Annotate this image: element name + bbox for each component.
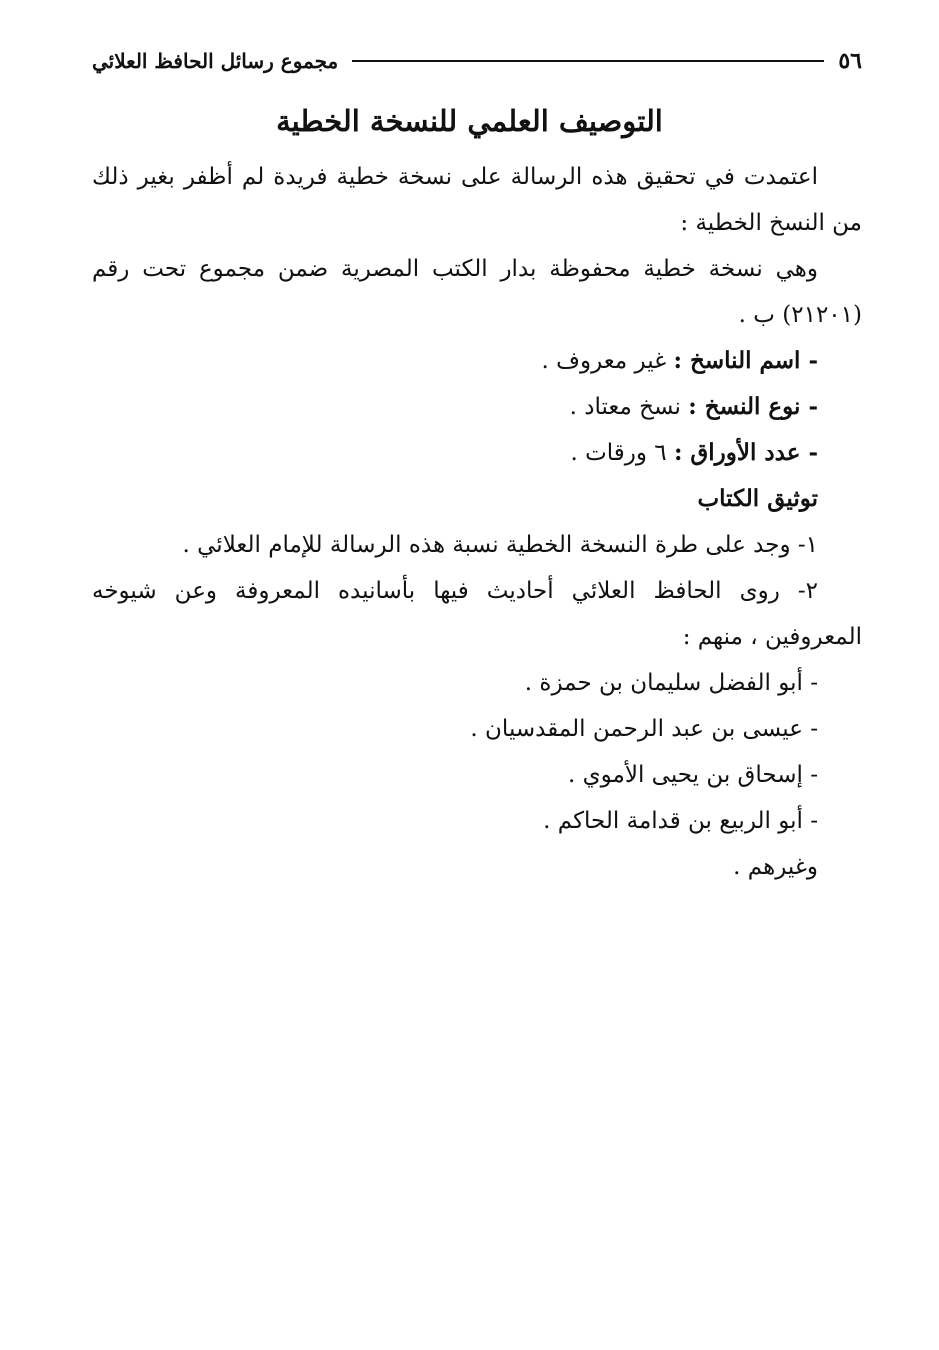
detail-folio-count (92, 430, 862, 476)
teacher-item: - أبو الربيع بن قدامة الحاكم . (543, 808, 818, 834)
teacher-item: - أبو الفضل سليمان بن حمزة . (524, 670, 818, 696)
detail-label: - اسم الناسخ : (673, 347, 818, 374)
detail-label: - عدد الأوراق : (673, 439, 818, 466)
section-heading: التوصيف العلمي للنسخة الخطية (276, 104, 663, 138)
running-title: مجموع رسائل الحافظ العلائي (92, 49, 339, 73)
running-header (92, 44, 862, 78)
intro-paragraph: اعتمدت في تحقيق هذه الرسالة على نسخة خطية فريدة لم أظفر بغير ذلك من النسخ الخطية : (92, 164, 862, 236)
others-note: وغيرهم . (733, 854, 818, 880)
manuscript-paragraph: وهي نسخة خطية محفوظة بدار الكتب المصرية ضمن مجموع تحت رقم (٢١٢٠١) ب . (92, 256, 862, 328)
detail-script-type (92, 384, 862, 430)
detail-value: ٦ ورقات . (570, 440, 667, 466)
teacher-item: - عيسى بن عبد الرحمن المقدسيان . (470, 716, 818, 742)
point-2: ٢- روى الحافظ العلائي أحاديث فيها بأسانيده المعروفة وعن شيوخه المعروفين ، منهم : (92, 578, 862, 650)
documentation-heading: توثيق الكتاب (697, 485, 818, 512)
detail-copyist (92, 338, 862, 384)
point-1: ١- وجد على طرة النسخة الخطية نسبة هذه الرسالة للإمام العلائي . (182, 532, 818, 558)
detail-value: نسخ معتاد . (569, 394, 681, 420)
page-body (92, 154, 862, 890)
header-rule (352, 60, 824, 62)
detail-value: غير معروف . (541, 348, 667, 374)
teacher-item: - إسحاق بن يحيى الأموي . (568, 762, 818, 788)
detail-label: - نوع النسخ : (688, 393, 818, 420)
page-number: ٥٦ (838, 48, 862, 74)
